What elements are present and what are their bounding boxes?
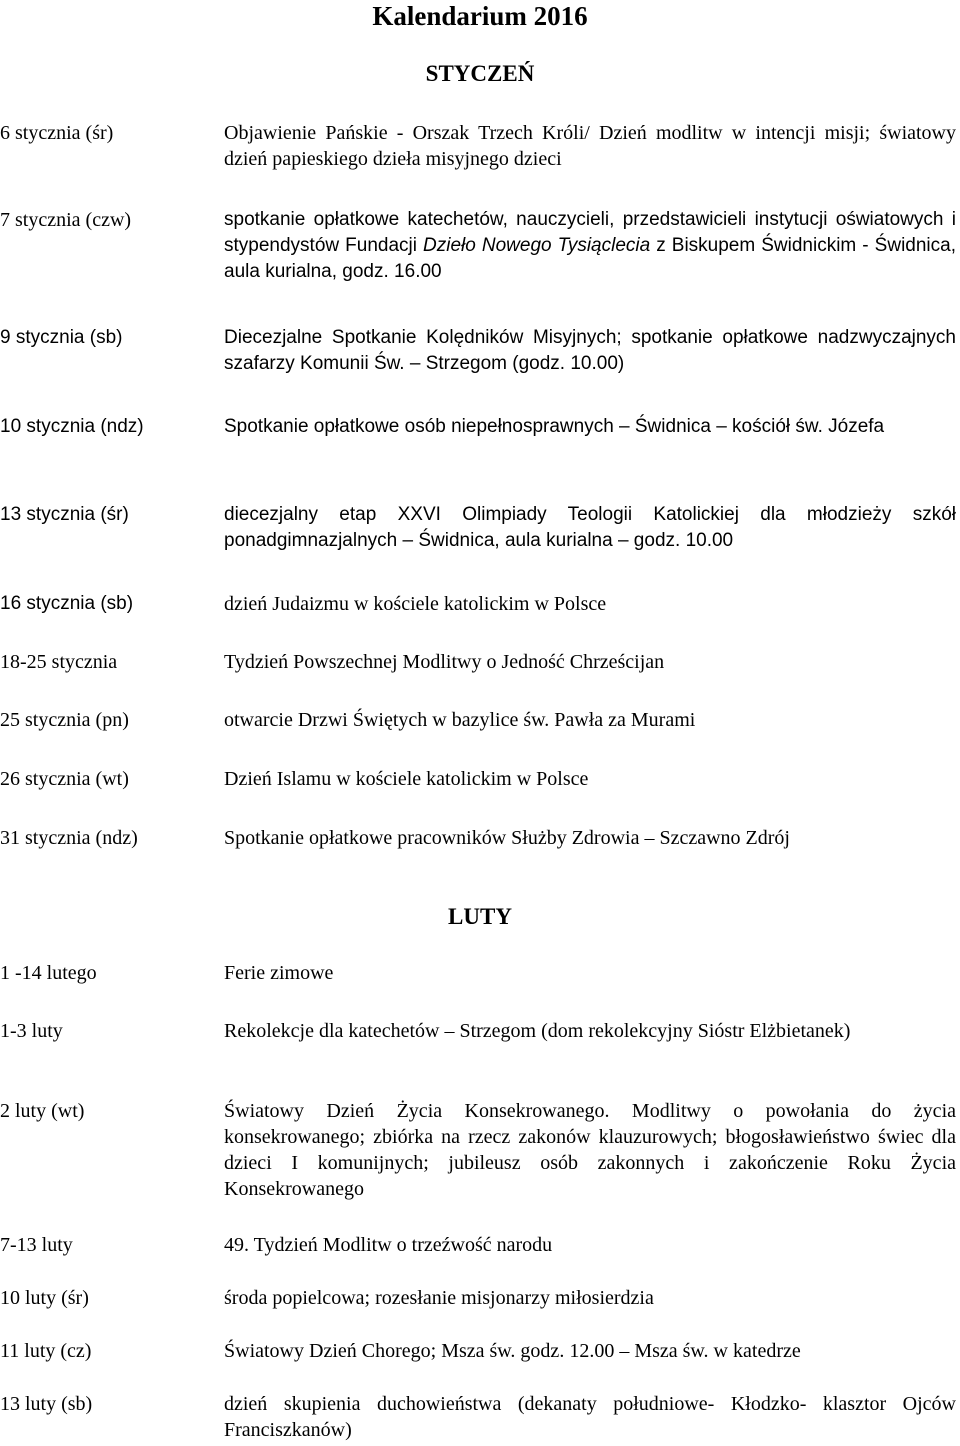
entry-description: Światowy Dzień Życia Konsekrowanego. Modlitwy o powołania do życia konsekrowanego; zbiórka na rzecz zakonów klauzurowych; błogosławieństwo świec dla dzieci I komunijnych; jubileusz osób zakonnych i zakończenie Roku Życia Konsekrowanego bbox=[224, 1100, 956, 1200]
entry-description: Diecezjalne Spotkanie Kolędników Misyjnych; spotkanie opłatkowe nadzwyczajnych szafarzy Komunii Św. – Strzegom (godz. 10.00) bbox=[224, 327, 956, 374]
entry-description: Rekolekcje dla katechetów – Strzegom (dom rekolekcyjny Sióstr Elżbietanek) bbox=[224, 1020, 851, 1042]
entry-date: 6 stycznia (śr) bbox=[0, 122, 114, 144]
entry-description-italic: Dzieło Nowego Tysiąclecia bbox=[423, 235, 651, 256]
document-title: Kalendarium 2016 bbox=[372, 1, 588, 31]
month-heading-february: LUTY bbox=[448, 904, 512, 929]
entry-description: dzień Judaizmu w kościele katolickim w Polsce bbox=[224, 593, 607, 615]
entry-description: diecezjalny etap XXVI Olimpiady Teologii Katolickiej dla młodzieży szkół ponadgimnazjalnych – Świdnica, aula kurialna – godz. 10.00 bbox=[224, 504, 956, 551]
entry-date: 13 stycznia (śr) bbox=[0, 504, 129, 525]
entry-description: Spotkanie opłatkowe osób niepełnosprawnych – Świdnica – kościół św. Józefa bbox=[224, 416, 885, 437]
entry-date: 1-3 luty bbox=[0, 1020, 63, 1042]
entry-date: 1 -14 lutego bbox=[0, 962, 97, 984]
entry-description: środa popielcowa; rozesłanie misjonarzy miłosierdzia bbox=[224, 1287, 654, 1309]
entry-date: 18-25 stycznia bbox=[0, 651, 118, 673]
entry-description bbox=[224, 207, 956, 285]
entry-description: otwarcie Drzwi Świętych w bazylice św. Pawła za Murami bbox=[224, 709, 696, 731]
entry-date: 25 stycznia (pn) bbox=[0, 709, 129, 731]
entry-date: 13 luty (sb) bbox=[0, 1393, 93, 1415]
entry-description: Spotkanie opłatkowe pracowników Służby Zdrowia – Szczawno Zdrój bbox=[224, 827, 790, 849]
entry-date: 7 stycznia (czw) bbox=[0, 209, 132, 231]
entry-date: 2 luty (wt) bbox=[0, 1100, 85, 1122]
entry-description: Tydzień Powszechnej Modlitwy o Jedność Chrześcijan bbox=[224, 651, 665, 673]
entry-date: 10 stycznia (ndz) bbox=[0, 416, 144, 437]
entry-date: 10 luty (śr) bbox=[0, 1287, 89, 1309]
entry-description: Ferie zimowe bbox=[224, 962, 334, 984]
entry-date: 11 luty (cz) bbox=[0, 1340, 92, 1362]
entry-date: 9 stycznia (sb) bbox=[0, 327, 123, 348]
month-heading-january: STYCZEŃ bbox=[425, 61, 535, 86]
entry-date: 26 stycznia (wt) bbox=[0, 768, 129, 790]
entry-date: 16 stycznia (sb) bbox=[0, 593, 134, 614]
entry-description: 49. Tydzień Modlitw o trzeźwość narodu bbox=[224, 1234, 553, 1256]
entry-description: dzień skupienia duchowieństwa (dekanaty południowe- Kłodzko- klasztor Ojców Franciszkanów) bbox=[224, 1393, 956, 1441]
entry-description: Objawienie Pańskie - Orszak Trzech Króli/ Dzień modlitw w intencji misji; światowy dzień papieskiego dzieła misyjnego dzieci bbox=[224, 122, 956, 170]
entry-date: 31 stycznia (ndz) bbox=[0, 827, 138, 849]
entry-description: Światowy Dzień Chorego; Msza św. godz. 12.00 – Msza św. w katedrze bbox=[224, 1340, 801, 1362]
entry-description: Dzień Islamu w kościele katolickim w Polsce bbox=[224, 768, 589, 790]
entry-description-part: spotkanie opłatkowe katechetów, nauczycieli, przedstawicieli instytucji oświatowych i stypendystów Fundacji bbox=[224, 209, 956, 256]
entry-description-part: z Biskupem Świdnickim - Świdnica, aula kurialna, godz. 16.00 bbox=[224, 235, 956, 282]
entry-date: 7-13 luty bbox=[0, 1234, 73, 1256]
